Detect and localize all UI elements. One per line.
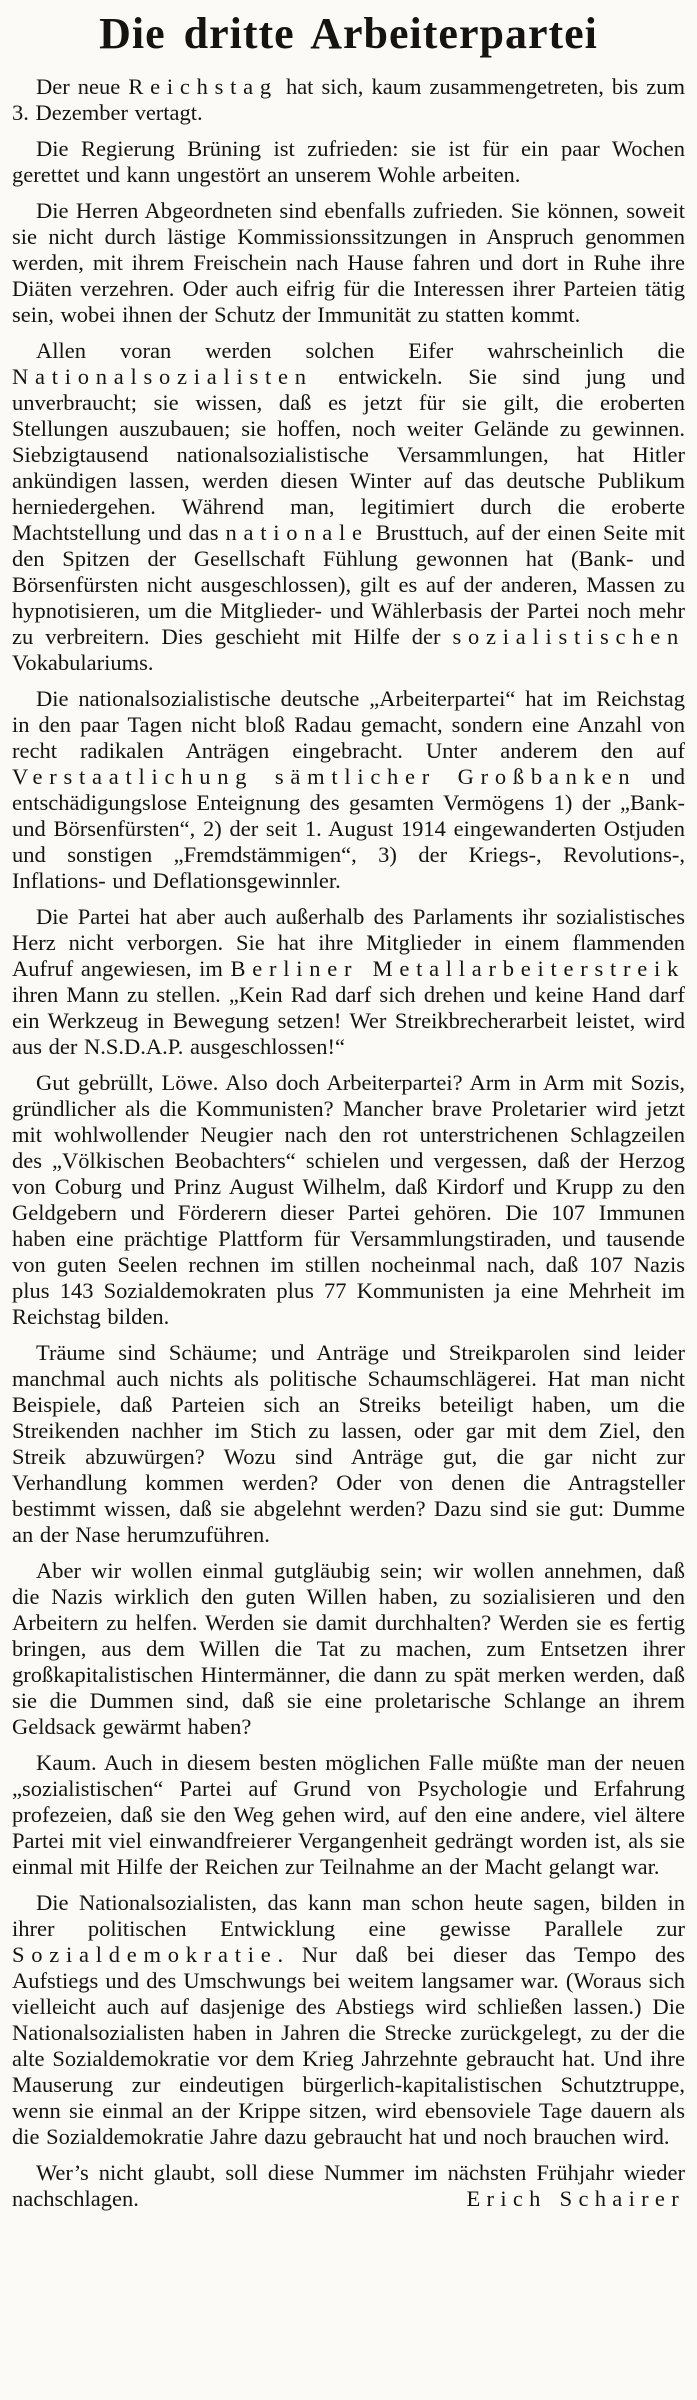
body-text: Gut gebrüllt, Löwe. Also doch Arbeiterpartei? Arm in Arm mit Sozis, gründlicher als die Kommunisten? Mancher brave Proletarier wird jetzt mit wohlwollender Neugier nach den rot unterstrichenen Schlagzeilen des „Völkischen Beobachters“ schielen und vergessen, daß der Herzog von Coburg und Prinz August Wilhelm, daß Kirdorf und Krupp zu den Geldgebern und Förderern dieser Partei gehören. Die 107 Immunen haben eine prächtige Plattform für Versammlungstiraden, und tausende von guten Seelen rechnen im stillen nocheinmal nach, daß 107 Nazis plus 143 Sozialdemokraten plus 77 Kommunisten ja eine Mehrheit im Reichstag bilden. <box>12 1070 685 1330</box>
body-text: Allen voran werden solchen Eifer wahrscheinlich die <box>36 338 685 364</box>
paragraph <box>12 338 685 676</box>
emphasized-text: nationale <box>225 520 369 546</box>
body-text: ihren Mann zu stellen. „Kein Rad darf sich drehen und keine Hand darf ein Werkzeug in Bewegung setzen! Wer Streikbrecherarbeit leistet, wird aus der N.S.D.A.P. ausgeschlossen!“ <box>12 982 685 1060</box>
body-text: Träume sind Schäume; und Anträge und Streikparolen sind leider manchmal auch nichts als politische Schaumschlägerei. Hat man nicht Beispiele, daß Parteien sich an Streiks beteiligt haben, um die Streikenden nachher im Stich zu lassen, oder gar mit dem Ziel, den Streik abzuwürgen? Wozu sind Anträge gut, die gar nicht zur Verhandlung kommen werden? Oder von denen die Antragsteller bestimmt wissen, daß sie abgelehnt werden? Dazu sind sie gut: Dumme an der Nase herumzuführen. <box>12 1340 685 1548</box>
body-text: Wer’s nicht glaubt, soll diese Nummer im nächsten Frühjahr wieder nachschlagen. <box>12 2160 685 2212</box>
emphasized-text: Nationalsozialisten <box>12 364 313 390</box>
emphasized-text: Verstaatlichung sämtlicher Großbanken <box>12 764 637 790</box>
emphasized-text: Sozialdemokratie <box>12 1942 278 1968</box>
paragraph <box>12 136 685 188</box>
paragraph <box>12 2160 685 2212</box>
emphasized-text: Reichstag <box>128 74 278 100</box>
author-signature: Erich Schairer <box>466 2186 685 2212</box>
body-text: und entschädigungslose Enteignung des gesamten Vermögens 1) der „Bank- und Börsenfürsten“, 2) der seit 1. August 1914 eingewanderten Ostjuden und sonstigen „Fremdstämmigen“, 3) der Kriegs-, Revolutions-, Inflations- und Deflationsgewinnler. <box>12 764 685 894</box>
body-text: hat sich, kaum zusammengetreten, bis zum 3. Dezember vertagt. <box>12 74 686 126</box>
body-text: Die Partei hat aber auch außerhalb des Parlaments ihr sozialistisches Herz nicht verborgen. Sie hat ihre Mitglieder in einem flammenden Aufruf angewiesen, im <box>12 904 685 982</box>
paragraph <box>12 198 685 328</box>
body-text: Brusttuch, auf der einen Seite mit den Spitzen der Gesellschaft Fühlung gewonnen hat (Bank- und Börsenfürsten nicht ausgeschlossen), gilt es auf der anderen, Massen zu hypnotisieren, um die Mitglieder- und Wählerbasis der Partei noch mehr zu verbreitern. Dies geschieht mit Hilfe der <box>12 520 685 650</box>
body-text: Die Herren Abgeordneten sind ebenfalls zufrieden. Sie können, soweit sie nicht durch lästige Kommissionssitzungen in Anspruch genommen werden, mit ihrem Freischein nach Hause fahren und dort in Ruhe ihre Diäten verzehren. Oder auch eifrig für die Interessen ihrer Parteien tätig sein, wobei ihnen der Schutz der Immunität zu statten kommt. <box>12 198 685 328</box>
paragraph <box>12 904 685 1060</box>
body-text: Die nationalsozialistische deutsche „Arbeiterpartei“ hat im Reichstag in den paar Tagen nicht bloß Radau gemacht, sondern eine Anzahl von recht radikalen Anträgen eingebracht. Unter anderem den auf <box>12 686 685 764</box>
article-body <box>12 74 685 2212</box>
paragraph <box>12 1890 685 2150</box>
body-text: Kaum. Auch in diesem besten möglichen Falle müßte man der neuen „sozialistischen“ Partei auf Grund von Psychologie und Erfahrung profezeien, daß sie den Weg gehen wird, auf den eine andere, viel ältere Partei mit viel einwandfreierer Vergangenheit gedrängt worden ist, als sie einmal mit Hilfe der Reichen zur Teilnahme an der Macht gelangt war. <box>12 1750 685 1880</box>
body-text: Der neue <box>36 74 129 100</box>
body-text: entwickeln. Sie sind jung und unverbraucht; sie wissen, daß es jetzt für sie gilt, die eroberten Stellungen auszubauen; sie hoffen, noch weiter Gelände zu gewinnen. Siebzigtausend nationalsozialistische Versammlungen, hat Hitler ankündigen lassen, werden diesen Winter auf das deutsche Publikum herniedergehen. Während man, legitimiert durch die eroberte Machtstellung und das <box>12 364 685 546</box>
body-text: Vokabulariums. <box>12 650 154 676</box>
article-title: Die dritte Arbeiterpartei <box>99 9 598 58</box>
paragraph <box>12 74 685 126</box>
emphasized-text: Berliner Metallarbeiterstreik <box>230 956 685 982</box>
paragraph <box>12 686 685 894</box>
emphasized-text: sozialistischen <box>452 624 685 650</box>
body-text: Die Nationalsozialisten, das kann man schon heute sagen, bilden in ihrer politischen Entwicklung eine gewisse Parallele zur <box>12 1890 685 1942</box>
paragraph <box>12 1070 685 1330</box>
paragraph <box>12 1558 685 1740</box>
body-text: . Nur daß bei dieser das Tempo des Aufstiegs und des Umschwungs bei weitem langsamer war. (Woraus sich vielleicht auch auf dasjenige des Abstiegs wird schließen lassen.) Die Nationalsozialisten haben in Jahren die Strecke zurückgelegt, zu der die alte Sozialdemokratie vor dem Krieg Jahrzehnte gebraucht hat. Und ihre Mauserung zur eindeutigen bürgerlich-kapitalistischen Schutztruppe, wenn sie einmal an der Krippe sitzen, wird ebensoviele Tage dauern als die Sozialdemokratie Jahre dazu gebraucht hat und noch brauchen wird. <box>12 1942 685 2150</box>
body-text: Die Regierung Brüning ist zufrieden: sie ist für ein paar Wochen gerettet und kann ungestört an unserem Wohle arbeiten. <box>12 136 685 188</box>
paragraph <box>12 1340 685 1548</box>
paragraph <box>12 1750 685 1880</box>
body-text: Aber wir wollen einmal gutgläubig sein; wir wollen annehmen, daß die Nazis wirklich den guten Willen haben, zu sozialisieren und den Arbeitern zu helfen. Werden sie damit durchhalten? Werden sie es fertig bringen, aus dem Willen die Tat zu machen, zum Entsetzen ihrer großkapitalistischen Hintermänner, die dann zu spät merken werden, daß sie die Dummen sind, daß sie eine proletarische Schlange an ihrem Geldsack gewärmt haben? <box>12 1558 685 1740</box>
